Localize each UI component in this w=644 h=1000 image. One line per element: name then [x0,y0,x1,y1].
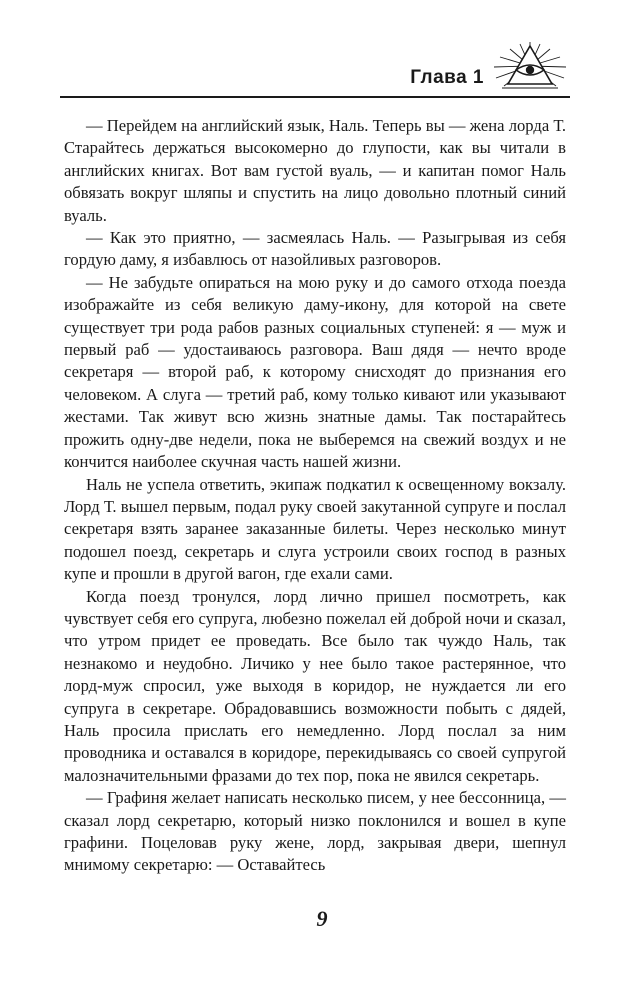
paragraph: Когда поезд тронулся, лорд лично пришел посмотреть, как чувствует себя его супруга, любезно пожелал ей доброй ночи и сказал, что утром придет ее проведать. Все было так чуждо Наль, так незнакомо и неудобно. Личико у нее было такое растерянное, что лорд-муж спросил, уже выходя в коридор, не нуждается ли его супруга в секретаре. Обрадовавшись возможности побыть с дядей, Наль просила прислать его немедленно. Лорд послал за ним проводника и оставался в коридоре, перекидываясь со своей супругой малозначительными фразами до тех пор, пока не явился секретарь. [64,586,566,785]
body-text [64,115,566,877]
paragraph: — Не забудьте опираться на мою руку и до самого отхода поезда изображайте из себя великую даму-икону, для которой на свете существует три рода рабов разных социальных ступеней: я — муж и первый раб — удостаиваюсь разговора. Ваш дядя — нечто вроде секретаря — второй раб, к которому снисходят до признания его человеком. А слуга — третий раб, кому только кивают или указывают жестами. Так живут всю жизнь знатные дамы. Так постарайтесь прожить одну-две недели, пока не выберемся на свежий воздух и не кончится наиболее скучная часть нашей жизни. [64,272,566,472]
eye-in-triangle-icon [490,40,570,96]
paragraph: — Графиня желает написать несколько писем, у нее бессонница, — сказал лорд секретарю, который низко поклонился и вошел в купе графини. Поцеловав руку жене, лорд, закрывая двери, шепнул мнимому секретарю: — Оставайтесь [64,788,566,875]
paragraph: — Перейдем на английский язык, Наль. Теперь вы — жена лорда Т. Старайтесь держаться высокомерно до глупости, как вы читали в английских книгах. Вот вам густой вуаль, — и капитан помог Наль обвязать вокруг шляпы и спустить на лицо довольно плотный синий вуаль. [64,116,566,225]
header-rule [60,96,570,98]
running-header [60,40,570,100]
page-number: 9 [316,906,328,931]
chapter-title: Глава 1 [410,67,484,88]
paragraph: Наль не успела ответить, экипаж подкатил к освещенному вокзалу. Лорд Т. вышел первым, подал руку своей закутанной супруге и послал секретаря взять заранее заказанные билеты. Через несколько минут подошел поезд, секретарь и слуга устроили своих господ в разных купе и прошли в другой вагон, где ехали сами. [64,474,566,584]
paragraph: — Как это приятно, — засмеялась Наль. — Разыгрывая из себя гордую даму, я избавлюсь от назойливых разговоров. [64,228,566,270]
